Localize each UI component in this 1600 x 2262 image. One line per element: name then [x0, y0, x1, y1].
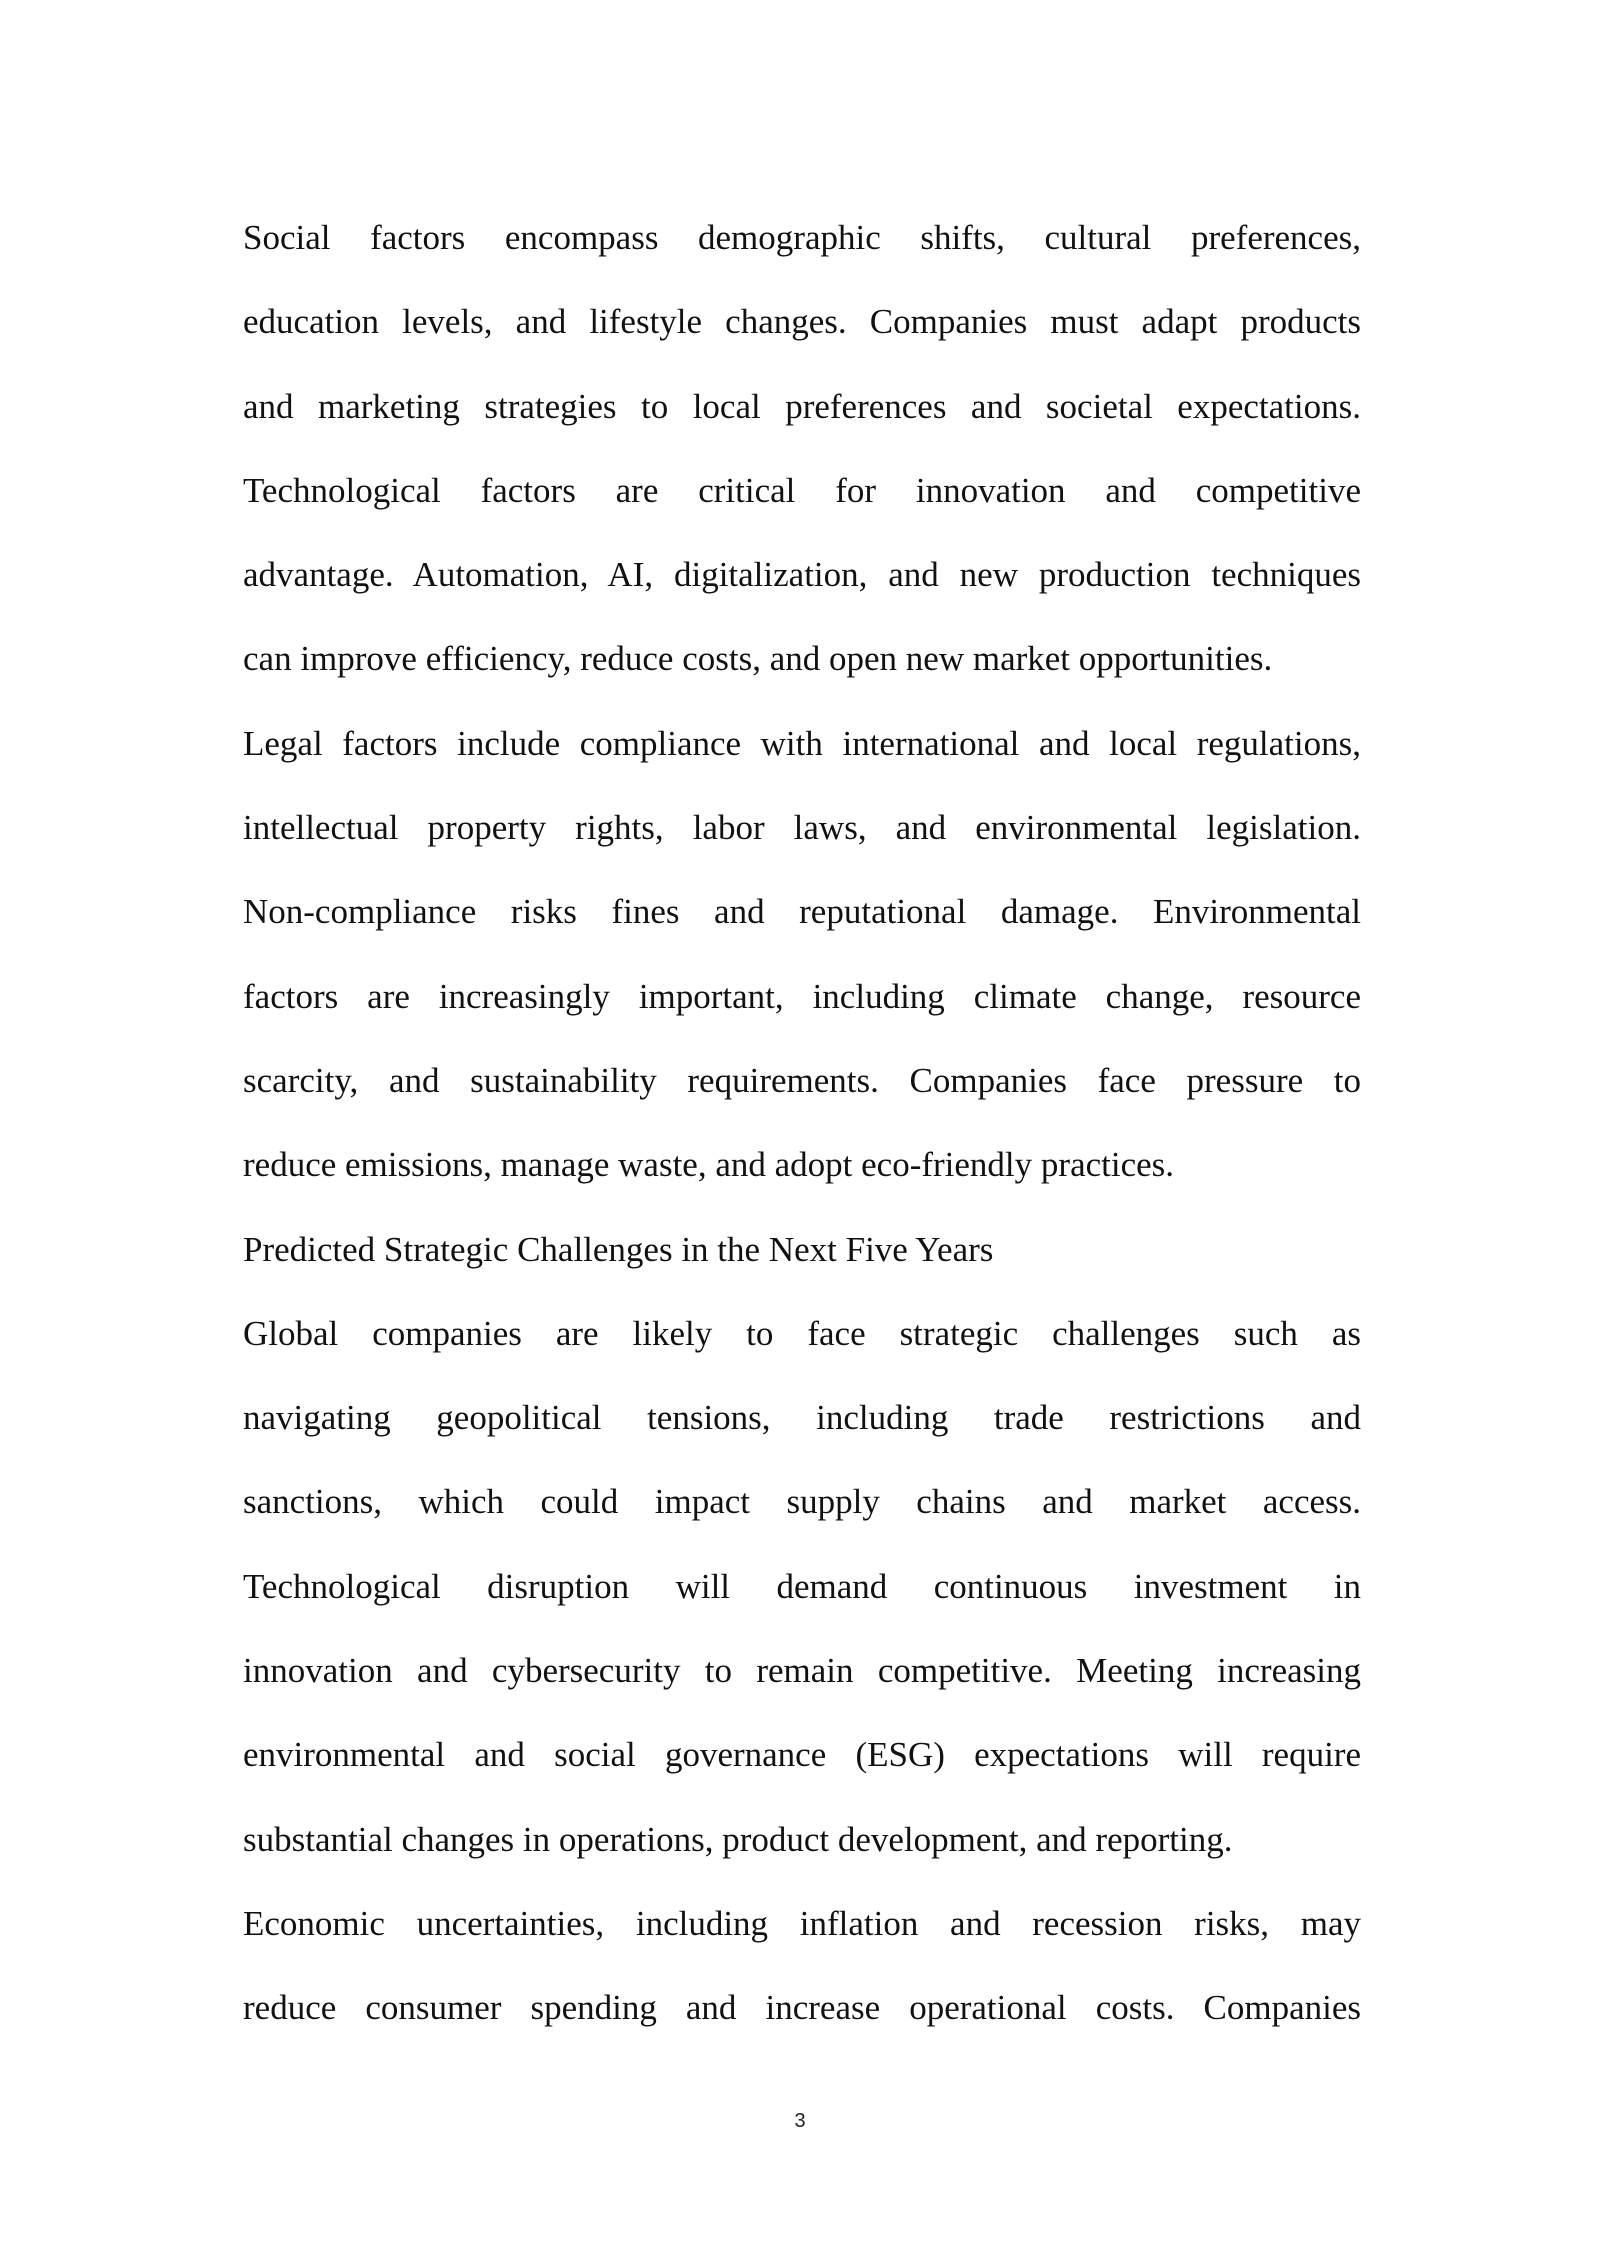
body-text — [243, 203, 1361, 2058]
page-number: 3 — [794, 2110, 806, 2132]
text-line: Legal factors include compliance with international and local regulations, — [243, 723, 1361, 763]
text-line: advantage. Automation, AI, digitalization, and new production techniques — [243, 555, 1361, 595]
text-line: education levels, and lifestyle changes. Companies must adapt products — [243, 302, 1361, 342]
text-line: and marketing strategies to local preferences and societal expectations. — [243, 386, 1361, 426]
section-heading: Predicted Strategic Challenges in the Next Five Years — [243, 1229, 994, 1269]
text-line: factors are increasingly important, including climate change, resource — [243, 976, 1361, 1016]
text-line: scarcity, and sustainability requirements. Companies face pressure to — [243, 1060, 1361, 1100]
text-line: navigating geopolitical tensions, including trade restrictions and — [243, 1398, 1361, 1438]
text-line: sanctions, which could impact supply chains and market access. — [243, 1482, 1361, 1522]
text-line: innovation and cybersecurity to remain competitive. Meeting increasing — [243, 1651, 1361, 1691]
text-line: environmental and social governance (ESG) expectations will require — [243, 1735, 1361, 1775]
text-line: Economic uncertainties, including inflation and recession risks, may — [243, 1903, 1361, 1943]
text-line: Technological disruption will demand continuous investment in — [243, 1566, 1361, 1606]
text-line: can improve efficiency, reduce costs, and open new market opportunities. — [243, 639, 1273, 679]
text-line: reduce emissions, manage waste, and adopt eco-friendly practices. — [243, 1145, 1175, 1185]
text-line: substantial changes in operations, product development, and reporting. — [243, 1819, 1233, 1859]
text-line: Social factors encompass demographic shifts, cultural preferences, — [243, 218, 1361, 257]
text-line: Technological factors are critical for innovation and competitive — [243, 470, 1361, 510]
text-line: reduce consumer spending and increase operational costs. Companies — [243, 1988, 1361, 2028]
text-line: Global companies are likely to face strategic challenges such as — [243, 1313, 1361, 1353]
text-line: intellectual property rights, labor laws, and environmental legislation. — [243, 808, 1361, 848]
text-line: Non-compliance risks fines and reputational damage. Environmental — [243, 892, 1361, 932]
